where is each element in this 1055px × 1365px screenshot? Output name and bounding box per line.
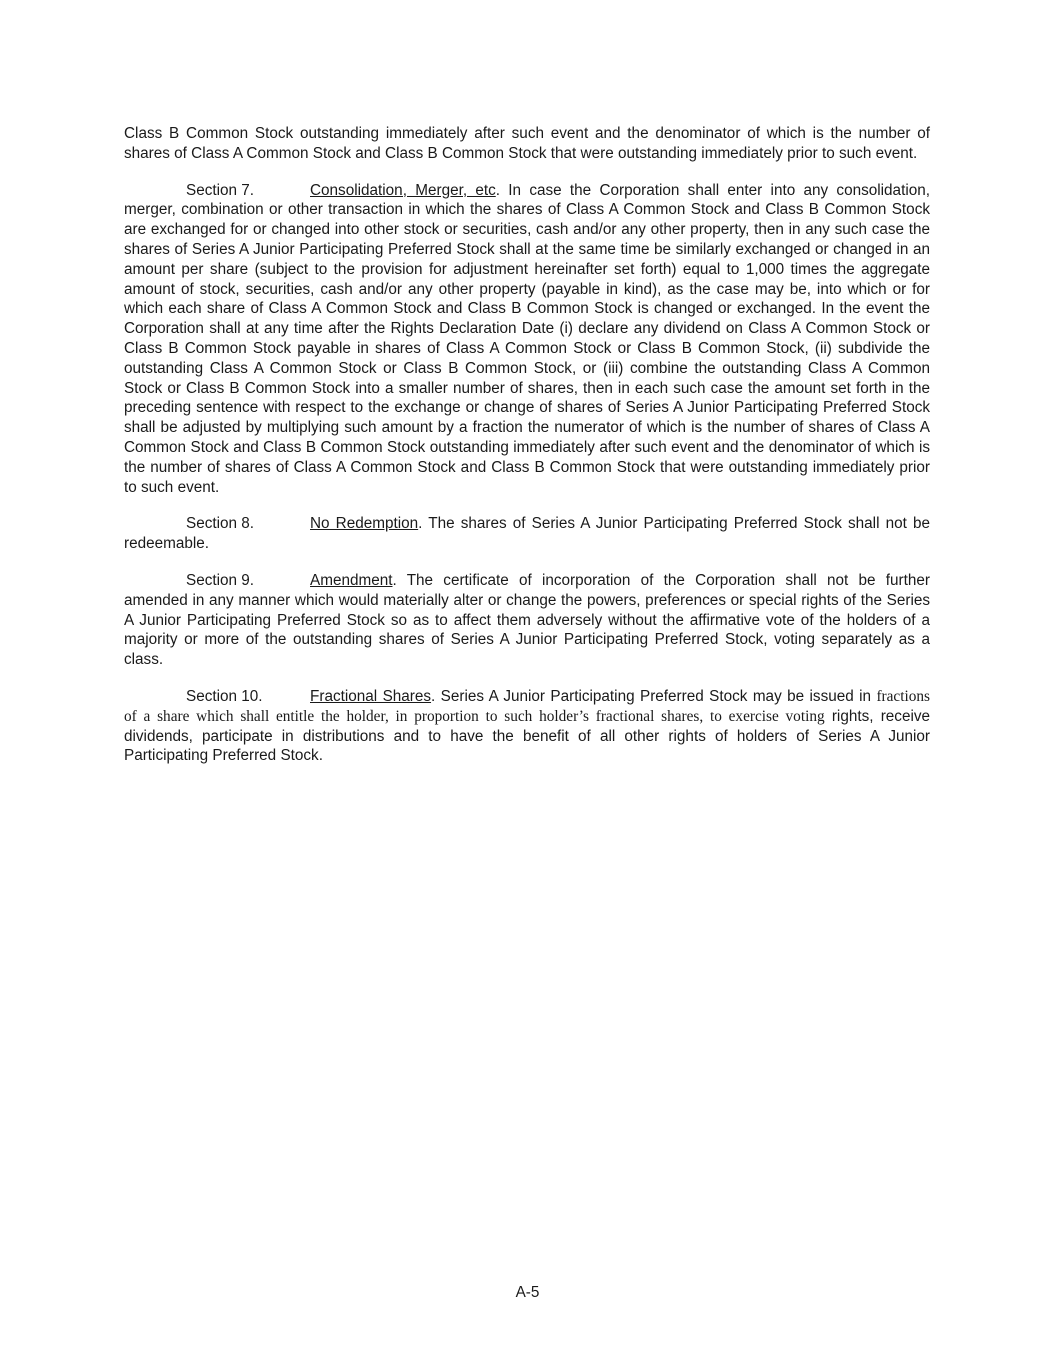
section-7-label: Section 7. (186, 181, 255, 199)
section-10-body-a: . Series A Junior Participating Preferred Stock may be issued in (431, 687, 877, 705)
section-10-body-b: rights, receive dividends, participate in distributions and to have the benefit of all other rights of holders of Series A Junior Participating Preferred Stock. (124, 707, 931, 765)
section-7-paragraph (124, 181, 930, 498)
section-9-body: . The certificate of incorporation of the Corporation shall not be further amended in any manner which would materially alter or change the powers, preferences or special rights of the Series A Junior Participating Preferred Stock so as to affect them adversely without the affirmative vote of the holders of a majority or more of the outstanding shares of Series A Junior Participating Preferred Stock, voting separately as a class. (124, 571, 930, 669)
section-10-body-serif: fractions of a share which shall entitle the holder, in proportion to such holder’s fractional shares, to exercise voting (124, 687, 930, 725)
section-8-heading: No Redemption (310, 515, 419, 533)
section-8-paragraph (124, 514, 930, 554)
section-8-body: . The shares of Series A Junior Participating Preferred Stock shall not be redeemable. (124, 515, 930, 553)
continuation-paragraph: Class B Common Stock outstanding immediately after such event and the denominator of which is the number of shares of Class A Common Stock and Class B Common Stock that were outstanding immediately prior to such event. (124, 125, 930, 162)
section-10-heading: Fractional Shares (310, 687, 432, 705)
section-7-body: . In case the Corporation shall enter into any consolidation, merger, combination or other transaction in which the shares of Class A Common Stock and Class B Common Stock are exchanged for or changed into other stock or securities, cash and/or any other property, then in any such case the shares of Series A Junior Participating Preferred Stock shall at the same time be similarly exchanged or changed in an amount per share (subject to the provision for adjustment hereinafter set forth) equal to 1,000 times the aggregate amount of stock, securities, cash and/or any other property (payable in kind), as the case may be, into which or for which each share of Class A Common Stock and Class B Common Stock is changed or exchanged. In the event the Corporation shall at any time after the Rights Declaration Date (i) declare any dividend on Class A Common Stock or Class B Common Stock payable in shares of Class A Common Stock or Class B Common Stock, (ii) subdivide the outstanding Class A Common Stock or Class B Common Stock, or (iii) combine the outstanding Class A Common Stock or Class B Common Stock into a smaller number of shares, then in each such case the amount set forth in the preceding sentence with respect to the exchange or change of shares of Series A Junior Participating Preferred Stock shall be adjusted by multiplying such amount by a fraction the numerator of which is the number of shares of Class A Common Stock and Class B Common Stock outstanding immediately after such event and the denominator of which is the number of shares of Class A Common Stock and Class B Common Stock that were outstanding immediately prior to such event. (124, 181, 930, 496)
section-9-paragraph (124, 571, 930, 670)
section-7-heading: Consolidation, Merger, etc (310, 181, 496, 199)
document-body (124, 124, 930, 783)
section-10-paragraph (124, 687, 930, 766)
section-8-label: Section 8. (186, 515, 255, 533)
section-9-heading: Amendment (310, 571, 393, 589)
section-9-label: Section 9. (186, 571, 255, 589)
section-10-label: Section 10. (186, 687, 263, 705)
page-number: A-5 (515, 1284, 540, 1301)
